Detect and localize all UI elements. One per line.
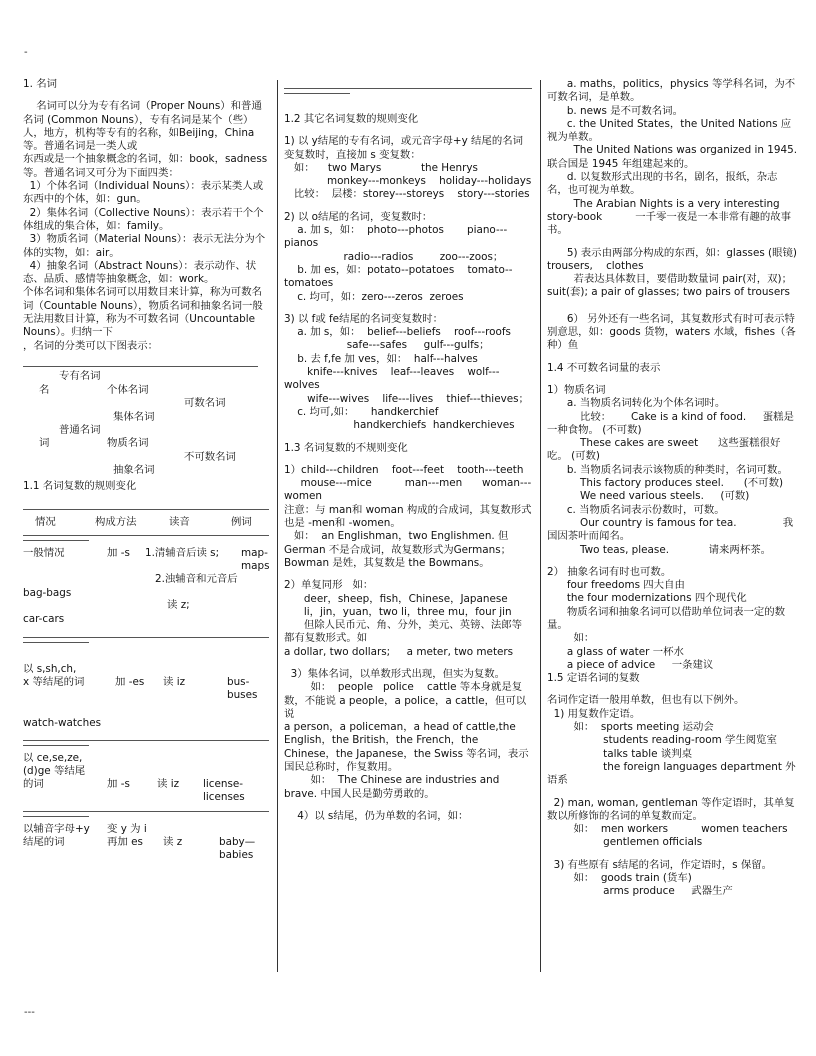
intro-type-2: 2）集体名词（Collective Nouns）：表示若干个个体组成的集合体，如：family。 <box>23 206 264 232</box>
attributive-1-ex2: students reading-room 学生阅览室 <box>547 734 777 747</box>
attributive-1-ex4: the foreign languages department 外语系 <box>547 760 796 787</box>
o-ending-b: b. 加 es，如：potato--potatoes tomato--tomatoes <box>284 263 513 290</box>
f-ending-b: b. 去 f,fe 加 ves，如： half---halves <box>284 352 478 365</box>
f-ending-b3: wife---wives life---lives thief---thieves； <box>284 392 529 405</box>
column-3 <box>547 78 811 978</box>
f-ending-c: c. 均可,如： handkerchief <box>284 405 439 418</box>
material-heading: 1）物质名词 <box>547 383 606 396</box>
column-1 <box>23 72 269 1032</box>
th-case: 情况 <box>35 516 56 529</box>
intro-type-1: 1）个体名词（Individual Nouns）：表示某类人或东西中的个体，如：gun。 <box>23 180 264 206</box>
row4-method-2: 再加 es <box>107 835 143 848</box>
same-form-2: li，jin，yuan，two li，three mu，four jin <box>284 605 512 618</box>
f-ending-a: a. 加 s，如： belief---beliefs roof---roofs <box>284 326 511 339</box>
row2-method: 加 -es <box>115 675 145 688</box>
material-c: c. 当物质名词表示份数时，可数。 <box>547 503 725 516</box>
f-ending-b2: knife---knives leaf---leaves wolf---wolves <box>284 366 500 392</box>
intro-summary: 个体名词和集体名词可以用数目来计算，称为可数名词（Countable Nouns），物质名词和抽象名词一般无法用数目计算，称为不可数名词（Uncountable Nouns）。归纳一下 <box>23 286 263 339</box>
abstract-ex2: the four modernizations 四个现代化 <box>547 592 747 605</box>
row1-ex-a-map: map-maps <box>241 546 270 572</box>
special-plural: 6） 另外还有一些名词，其复数形式有时可表示特别意思，如：goods 货物，waters 水域，fishes（各种）鱼 <box>547 312 796 352</box>
attributive-3-ex2: arms produce 武器生产 <box>547 885 733 898</box>
row3-case-1: 以 ce,se,ze, <box>23 751 83 764</box>
attributive-2-ex2: gentlemen officials <box>547 836 703 849</box>
irregular-list-1: 1）child---children foot---feet tooth---teeth <box>284 463 524 476</box>
cls-proper: 专有名词 <box>59 369 101 382</box>
section-1-1-heading: 1.1 名词复数的规则变化 <box>23 479 137 492</box>
row1-sound-3: 读 z; <box>167 598 190 611</box>
col2-top-rule <box>284 88 532 89</box>
o-ending-a2: radio---radios zoo---zoos； <box>284 250 504 263</box>
o-ending-a: a. 加 s，如： photo---photos piano---pianos <box>284 224 508 250</box>
row3-case-3: 的词 <box>23 777 44 790</box>
pairs-example: 若表达具体数目，要借助数量词 pair(对，双)；suit(套); a pair of glasses; two pairs of trousers <box>547 273 792 299</box>
cls-common: 普通名词 <box>59 423 101 436</box>
section-1-2-heading: 1.2 其它名词复数的规则变化 <box>284 113 419 125</box>
row2-ex-a: bus-buses <box>227 675 258 701</box>
column-2 <box>284 80 532 980</box>
column-divider-2 <box>540 80 541 972</box>
collective-heading: 3）集体名词，以单数形式出现，但实为复数。 <box>284 667 506 680</box>
table-header-row <box>23 514 269 531</box>
un-note: c. the United States，the United Nations 应视为单数。 <box>547 117 792 144</box>
cls-word-char: 词 <box>39 436 50 449</box>
table-rule <box>23 740 269 741</box>
section-heading-1: 1. 名词 <box>23 78 57 90</box>
collective-1: 如： people police cattle 等本身就是复数，不能说 a people，a police，a cattle，但可以说 <box>284 681 527 720</box>
cls-individual: 个体名词 <box>107 383 149 396</box>
unit-words-note: 物质名词和抽象名词可以借助单位词表一定的数量。 <box>547 605 786 631</box>
y-ending-rule: 1) 以 y结尾的专有名词，或元音字母+y 结尾的名词变复数时，直接加 s 变复数： <box>284 135 523 161</box>
material-b: b. 当物质名词表示该物质的种类时，名词可数。 <box>547 463 788 476</box>
attributive-2: 2) man, woman, gentleman 等作定语时，其单复数以所修饰的名词的单复数而定。 <box>547 796 795 822</box>
table-rule <box>23 637 269 638</box>
col2-top-rule-short <box>284 93 350 94</box>
row3-ex-a: license-licenses <box>203 777 245 803</box>
unit-words-ex2: a piece of advice 一条建议 <box>547 658 714 671</box>
intro-type-4: 4）抽象名词（Abstract Nouns）：表示动作、状态、品质、感情等抽象概念，如：work。 <box>23 259 257 286</box>
irregular-note: 注意：与 man和 woman 构成的合成词，其复数形式也是 -men和 -women。 <box>284 503 532 530</box>
y-ending-example-2: monkey---monkeys holiday---holidays <box>284 175 532 188</box>
f-ending-rule: 3) 以 f或 fe结尾的名词变复数时： <box>284 312 443 325</box>
row4-case-2: 结尾的词 <box>23 835 65 848</box>
un-example: The United Nations was organized in 1945. 联合国是 1945 年组建起来的。 <box>547 144 801 170</box>
material-a-ex1: 比较： Cake is a kind of food. 蛋糕是一种食物。 (不可数) <box>547 410 794 436</box>
collective-3: 如： The Chinese are industries and brave. 中国人民是勤劳勇敢的。 <box>284 774 503 800</box>
attributive-2-ex1: 如： men workers women teachers <box>547 823 788 836</box>
f-ending-a2: safe---safes gulf---gulfs； <box>284 339 490 352</box>
row1-method: 加 -s <box>107 546 130 559</box>
material-b-ex2: We need various steels. (可数) <box>547 490 750 503</box>
unit-words-ex1: a glass of water 一杯水 <box>547 645 684 658</box>
attributive-1: 1) 用复数作定语。 <box>547 707 641 720</box>
table-row <box>23 823 269 863</box>
table-row <box>23 547 269 629</box>
row2-ex-b: watch-watches <box>23 716 102 729</box>
row3-case-2: (d)ge 等结尾 <box>23 764 86 777</box>
f-ending-c2: handkerchiefs handkerchieves <box>284 419 515 432</box>
table-rule-short <box>23 745 89 746</box>
row2-case-2: x 等结尾的词 <box>23 675 85 688</box>
subjects-note: a. maths，politics，physics 等学科名词，为不可数名词，是单数。 <box>547 78 796 104</box>
same-form-3: 但除人民币元、角、分外，美元、英镑、法郎等都有复数形式。如 <box>284 619 523 645</box>
table-top-rule <box>23 509 269 510</box>
news-note: b. news 是不可数名词。 <box>547 104 683 117</box>
irregular-example: 如： an Englishman，two Englishmen. 但German 不是合成词，故复数形式为Germans；Bowman 是姓，其复数是 the Bowmans。 <box>284 530 512 569</box>
abstract-ex1: four freedoms 四大自由 <box>547 579 685 592</box>
column-divider-1 <box>277 80 278 972</box>
table-rule <box>23 811 269 812</box>
section-1-4-heading: 1.4 不可数名词量的表示 <box>547 361 661 374</box>
th-method: 构成方法 <box>95 516 137 529</box>
o-ending-c: c. 均可，如：zero---zeros zeroes <box>284 290 464 303</box>
row3-sound: 读 iz <box>157 777 180 790</box>
row2-case-1: 以 s,sh,ch, <box>23 662 77 675</box>
row1-sound-2: 2.浊辅音和元音后 <box>155 572 238 585</box>
material-a: a. 当物质名词转化为个体名词时。 <box>547 397 726 410</box>
row1-case: 一般情况 <box>23 546 65 559</box>
page-bottom-mark: --- <box>24 1007 35 1018</box>
same-form-4: a dollar, two dollars; a meter, two meters <box>284 645 514 658</box>
table-rule <box>23 535 269 536</box>
page-top-mark: - <box>24 47 28 58</box>
table-rule-short <box>23 642 89 643</box>
material-c-ex2: Two teas, please. 请来两杯茶。 <box>547 543 771 556</box>
titles-note: d. 以复数形式出现的书名，剧名，报纸，杂志名，也可视为单数。 <box>547 171 778 197</box>
cls-abstract: 抽象名词 <box>113 463 155 476</box>
row4-method-1: 变 y 为 i <box>107 822 147 835</box>
y-ending-compare: 比较： 层楼：storey---storeys story---stories <box>284 188 530 201</box>
row4-ex-a: baby—babies <box>219 835 256 861</box>
cls-collective: 集体名词 <box>113 410 155 423</box>
cls-material: 物质名词 <box>107 436 149 449</box>
section-1-3-heading: 1.3 名词复数的不规则变化 <box>284 441 408 454</box>
th-example: 例词 <box>231 516 252 529</box>
titles-example: The Arabian Nights is a very interesting story-book 一千零一夜是一本非常有趣的故事书。 <box>547 197 792 237</box>
abstract-heading: 2） 抽象名词有时也可数。 <box>547 565 672 578</box>
cls-noun-char: 名 <box>39 383 50 396</box>
attributive-intro: 名词作定语一般用单数，但也有以下例外。 <box>547 694 745 707</box>
th-sound: 读音 <box>169 516 190 529</box>
table-rule-short <box>23 816 89 817</box>
attributive-3-ex1: 如： goods train (货车) <box>547 872 692 885</box>
cls-countable: 可数名词 <box>184 396 226 409</box>
row1-ex-b: bag-bags <box>23 586 72 599</box>
attributive-1-ex1: 如： sports meeting 运动会 <box>547 721 714 734</box>
y-ending-example-1: 如： two Marys the Henrys <box>284 161 478 174</box>
irregular-list-2: mouse---mice man---men woman---women <box>284 477 532 503</box>
o-ending-rule: 2) 以 o结尾的名词，变复数时： <box>284 210 433 223</box>
s-ending-singular: 4）以 s结尾，仍为单数的名词，如： <box>284 809 469 822</box>
table-row <box>23 663 269 737</box>
attributive-3: 3) 有些原有 s结尾的名词，作定语时，s 保留。 <box>547 858 773 871</box>
row1-sound-1: 1.清辅音后读 s; <box>145 546 220 559</box>
row2-sound: 读 iz <box>163 675 186 688</box>
material-a-ex2: These cakes are sweet 这些蛋糕很好吃。 (可数) <box>547 437 781 463</box>
material-b-ex1: This factory produces steel. (不可数) <box>547 477 784 490</box>
intro-para-2: 东西或是一个抽象概念的名词，如：book，sadness 等。普通名词又可分为下面四类： <box>23 153 271 179</box>
material-c-ex1: Our country is famous for tea. 我国因茶叶而闻名。 <box>547 516 794 543</box>
row3-method: 加 -s <box>107 777 130 790</box>
row1-ex-c: car-cars <box>23 612 65 625</box>
cls-uncountable: 不可数名词 <box>184 450 236 463</box>
row4-sound: 读 z <box>163 835 183 848</box>
intro-diagram-lead: ，名词的分类可以下图表示： <box>23 339 159 352</box>
plural-rules-table <box>23 514 269 862</box>
collective-2: a person，a policeman，a head of cattle,the English，the British，the French，the Chinese，the Japanese，the Swiss 等名词，表示国民总称时，作复数用。 <box>284 721 529 774</box>
section-1-5-heading: 1.5 定语名词的复数 <box>547 672 640 685</box>
same-form-1: deer，sheep，fish，Chinese，Japanese <box>284 592 508 605</box>
table-rule-short <box>23 540 89 541</box>
attributive-1-ex3: talks table 谈判桌 <box>547 747 693 760</box>
table-row <box>23 752 269 808</box>
row4-case-1: 以辅音字母+y <box>23 822 90 835</box>
same-form-heading: 2）单复同形 如： <box>284 579 374 592</box>
intro-para-1: 名词可以分为专有名词（Proper Nouns）和普通名词 (Common Nouns），专有名词是某个（些）人，地方，机构等专有的名称，如Beijing，China 等。普通名词是一类人或 <box>23 100 262 153</box>
intro-type-3: 3）物质名词（Material Nouns）：表示无法分为个体的实物，如：air。 <box>23 233 266 259</box>
unit-words-ru: 如： <box>547 632 595 645</box>
noun-classification-diagram <box>23 367 269 475</box>
pairs-note: 5) 表示由两部分构成的东西，如：glasses (眼镜) trousers, clothes <box>547 246 811 272</box>
